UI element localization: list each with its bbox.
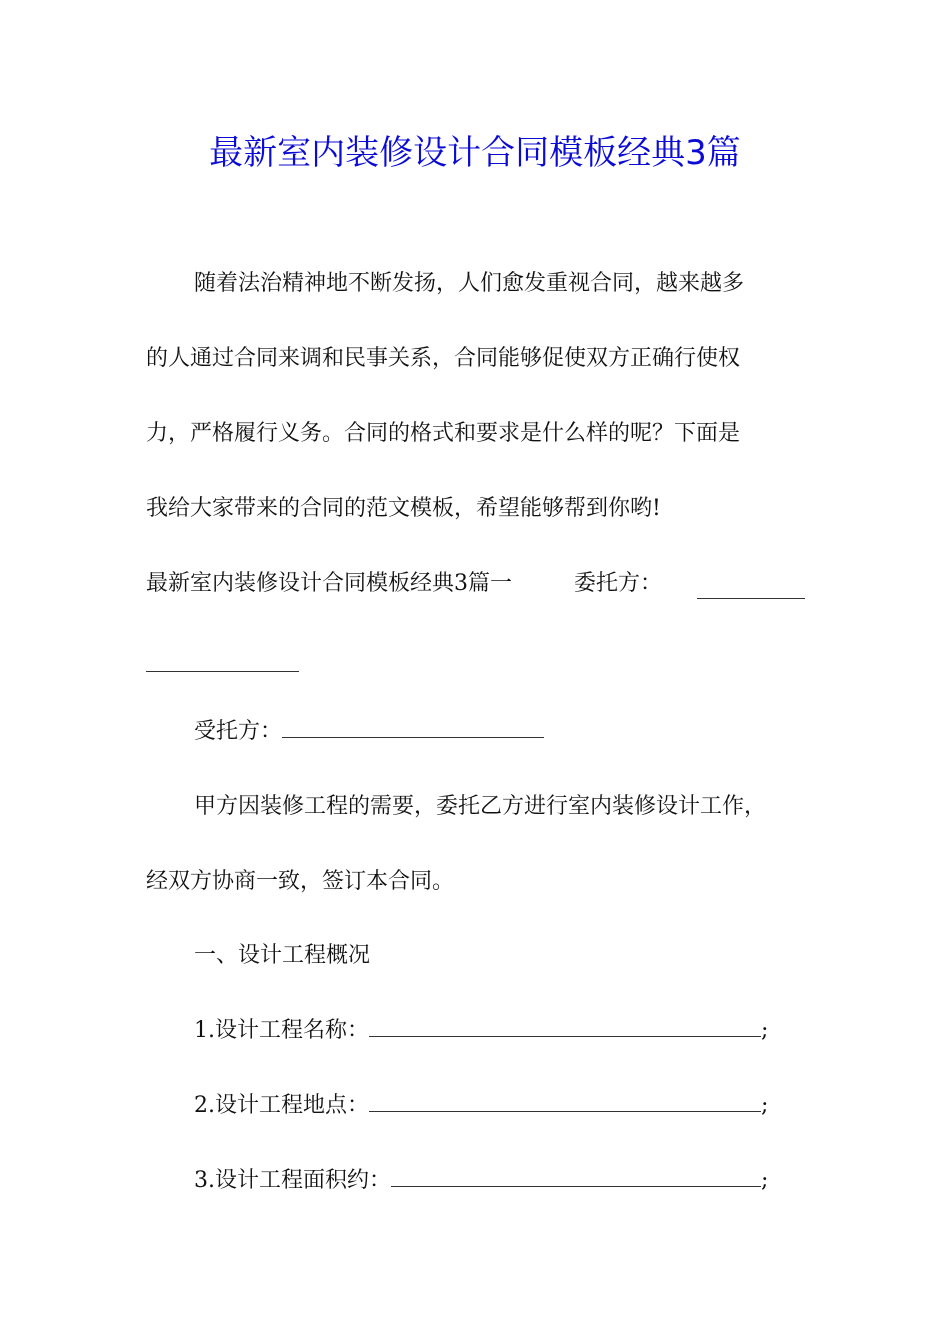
item-end-mark: ; <box>761 1018 769 1043</box>
purpose-line-2: 经双方协商一致，签订本合同。 <box>146 869 455 894</box>
intro-line-2: 的人通过合同来调和民事关系，合同能够促使双方正确行使权 <box>146 346 741 371</box>
item-end-mark: ; <box>761 1168 769 1193</box>
contractor-line <box>194 716 544 748</box>
item-label: 2.设计工程地点： <box>194 1093 369 1118</box>
purpose-line-1: 甲方因装修工程的需要，委托乙方进行室内装修设计工作， <box>194 794 767 819</box>
contractor-label: 受托方： <box>194 719 283 744</box>
item-end-mark: ; <box>761 1093 769 1118</box>
section-heading: 最新室内装修设计合同模板经典3篇一 <box>146 571 512 596</box>
project-area-blank[interactable] <box>391 1168 761 1187</box>
client-blank-continuation[interactable] <box>146 653 299 672</box>
document-title: 最新室内装修设计合同模板经典3篇 <box>209 133 741 173</box>
intro-line-1: 随着法治精神地不断发扬，人们愈发重视合同，越来越多 <box>194 271 745 296</box>
client-blank-line[interactable] <box>697 580 805 599</box>
item-project-name <box>194 1015 768 1047</box>
intro-line-3: 力，严格履行义务。合同的格式和要求是什么样的呢？下面是 <box>146 421 741 446</box>
item-label: 1.设计工程名称： <box>194 1018 369 1043</box>
project-location-blank[interactable] <box>369 1093 761 1112</box>
clause-heading: 一、设计工程概况 <box>194 943 371 968</box>
item-project-location <box>194 1090 768 1122</box>
intro-line-4: 我给大家带来的合同的范文模板，希望能够帮到你哟! <box>146 496 661 521</box>
section-heading-line <box>146 568 662 600</box>
item-project-area <box>194 1165 768 1197</box>
item-label: 3.设计工程面积约： <box>194 1168 391 1193</box>
contractor-blank-line[interactable] <box>282 719 544 738</box>
project-name-blank[interactable] <box>369 1018 761 1037</box>
client-label: 委托方： <box>574 571 663 596</box>
